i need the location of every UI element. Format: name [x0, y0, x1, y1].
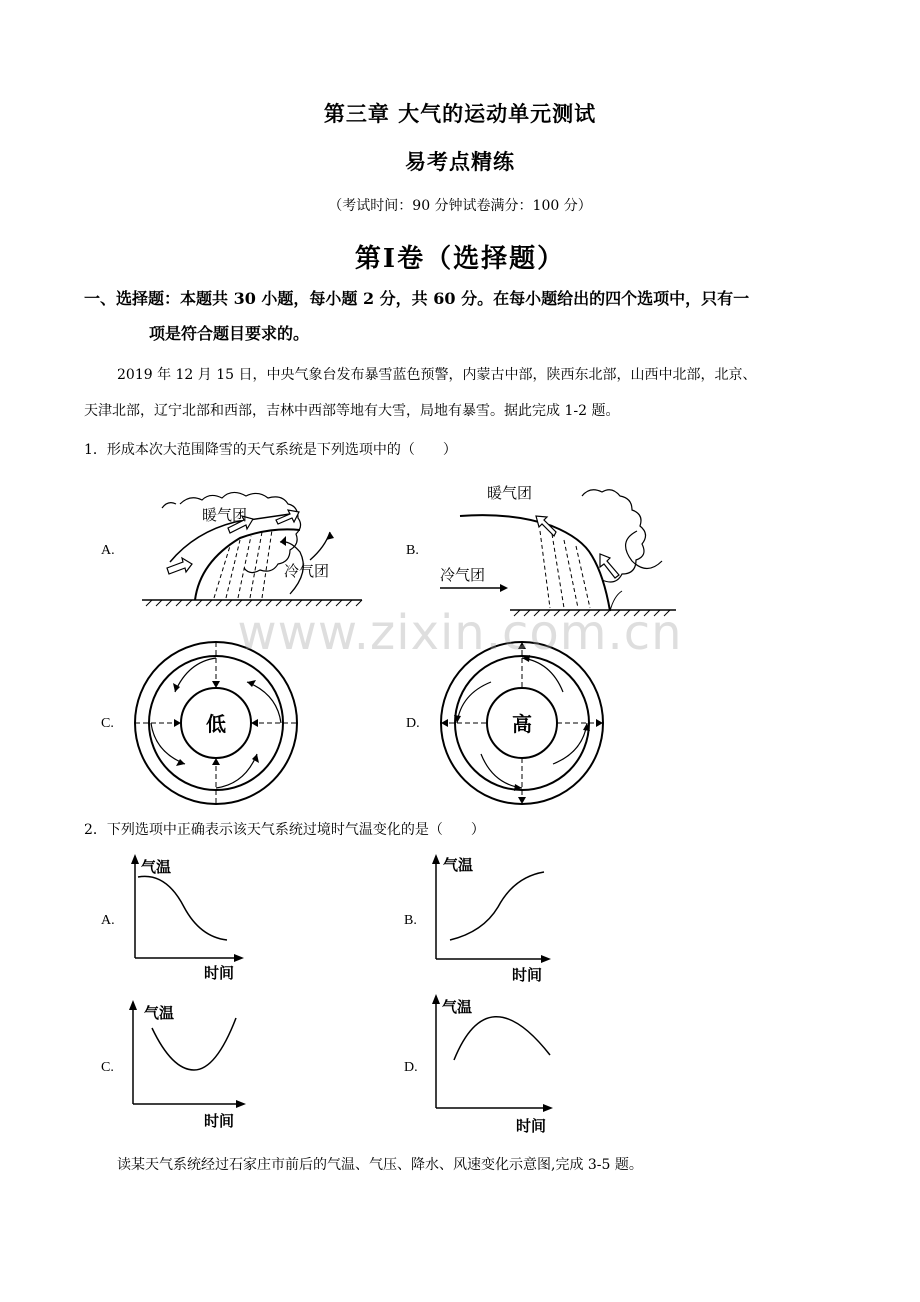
- figa-warm-label: 暖气团: [202, 506, 248, 524]
- q2-graph-b: [428, 852, 558, 984]
- q1-option-d-label: D.: [406, 716, 420, 731]
- q2-graph-c: [124, 998, 254, 1132]
- figd-center-label: 高: [512, 712, 532, 736]
- figa-cold-label: 冷气团: [284, 562, 330, 580]
- figb-warm-label: 暖气团: [487, 484, 533, 502]
- q1-option-b-label: B.: [406, 543, 419, 558]
- section-heading-line1: 一、选择题：本题共 30 小题，每小题 2 分，共 60 分。在每小题给出的四个选项中，只有一: [84, 289, 750, 308]
- question-2-stem: 2．下列选项中正确表示该天气系统过境时气温变化的是（ ）: [84, 822, 485, 838]
- q2c-xlabel: 时间: [204, 1112, 235, 1130]
- q2-option-b-label: B.: [404, 913, 417, 928]
- passage1-line1: 2019 年 12 月 15 日，中央气象台发布暴雪蓝色预警，内蒙古中部，陕西东北部，山西中北部，北京、: [117, 367, 757, 383]
- figc-center-label: 低: [206, 712, 226, 736]
- q1-option-a-label: A.: [101, 543, 115, 558]
- exam-info: （考试时间：90 分钟试卷满分：100 分）: [328, 198, 592, 214]
- page-title: 第三章 大气的运动单元测试: [323, 101, 597, 126]
- volume-heading: 第I卷（选择题）: [354, 244, 566, 274]
- q2d-xlabel: 时间: [516, 1117, 547, 1135]
- q1-option-c-label: C.: [101, 716, 114, 731]
- passage-2: 读某天气系统经过石家庄市前后的气温、气压、降水、风速变化示意图,完成 3-5 题。: [117, 1157, 643, 1173]
- passage1-line2: 天津北部，辽宁北部和西部，吉林中西部等地有大雪，局地有暴雪。据此完成 1-2 题。: [84, 403, 620, 419]
- figb-cold-label: 冷气团: [440, 566, 486, 584]
- q2-option-d-label: D.: [404, 1060, 418, 1075]
- q2b-xlabel: 时间: [512, 966, 543, 984]
- question-1-stem: 1．形成本次大范围降雪的天气系统是下列选项中的（ ）: [84, 442, 457, 458]
- q1-figure-c-low-pressure: [133, 640, 299, 806]
- q2d-ylabel: 气温: [442, 998, 473, 1016]
- section-heading-line2: 项是符合题目要求的。: [149, 324, 310, 343]
- q1-figure-a-cold-front: [140, 482, 365, 607]
- q2b-ylabel: 气温: [443, 856, 474, 874]
- q2-graph-d: [430, 990, 565, 1138]
- q1-figure-b-warm-front: [432, 476, 677, 618]
- q2a-ylabel: 气温: [141, 858, 172, 876]
- watermark: www.zixin.com.cn: [237, 605, 683, 661]
- q2-graph-a: [126, 852, 251, 982]
- q2a-xlabel: 时间: [204, 964, 235, 982]
- page-subtitle: 易考点精练: [405, 149, 515, 174]
- q2-option-c-label: C.: [101, 1060, 114, 1075]
- q1-figure-d-high-pressure: [439, 640, 605, 806]
- q2-option-a-label: A.: [101, 913, 115, 928]
- q2c-ylabel: 气温: [144, 1004, 175, 1022]
